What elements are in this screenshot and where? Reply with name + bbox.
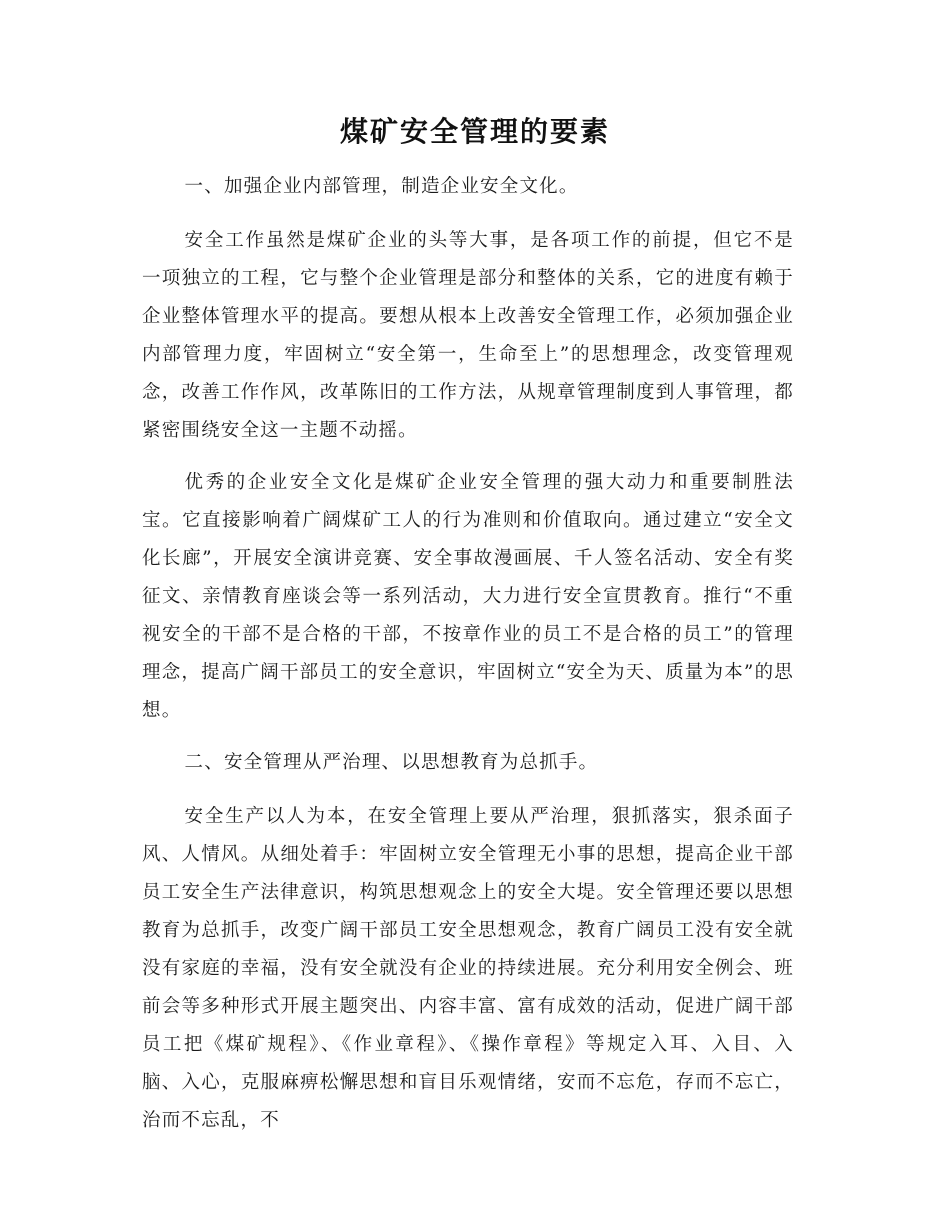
document-title: 煤矿安全管理的要素 [339, 115, 610, 148]
document-body [142, 168, 794, 1154]
paragraph-1: 安全工作虽然是煤矿企业的头等大事，是各项工作的前提，但它不是一项独立的工程，它与整个企业管理是部分和整体的关系，它的进度有赖于企业整体管理水平的提高。要想从根本上改善安全管理工作，必须加强企业内部管理力度，牢固树立“安全第一，生命至上”的思想理念，改变管理观念，改善工作作风，改革陈旧的工作方法，从规章管理制度到人事管理，都紧密围绕安全这一主题不动摇。 [142, 230, 794, 441]
section-heading-2: 二、安全管理从严治理、以思想教育为总抓手。 [184, 752, 599, 773]
section-heading-1: 一、加强企业内部管理，制造企业安全文化。 [184, 176, 579, 197]
paragraph-3: 安全生产以人为本，在安全管理上要从严治理，狠抓落实，狠杀面子风、人情风。从细处着手：牢固树立安全管理无小事的思想，提高企业干部员工安全生产法律意识，构筑思想观念上的安全大堤。安全管理还要以思想教育为总抓手，改变广阔干部员工安全思想观念，教育广阔员工没有安全就没有家庭的幸福，没有安全就没有企业的持续进展。充分利用安全例会、班前会等多种形式开展主题突出、内容丰富、富有成效的活动，促进广阔干部员工把《煤矿规程》、《作业章程》、《操作章程》等规定入耳、入目、入脑、入心，克服麻痹松懈思想和盲目乐观情绪，安而不忘危，存而不忘亡，治而不忘乱，不 [142, 806, 794, 1131]
paragraph-2: 优秀的企业安全文化是煤矿企业安全管理的强大动力和重要制胜法宝。它直接影响着广阔煤矿工人的行为准则和价值取向。通过建立“安全文化长廊”，开展安全演讲竞赛、安全事故漫画展、千人签名活动、安全有奖征文、亲情教育座谈会等一系列活动，大力进行安全宣贯教育。推行“不重视安全的干部不是合格的干部，不按章作业的员工不是合格的员工”的管理理念，提高广阔干部员工的安全意识，牢固树立“安全为天、质量为本”的思想。 [142, 472, 794, 721]
